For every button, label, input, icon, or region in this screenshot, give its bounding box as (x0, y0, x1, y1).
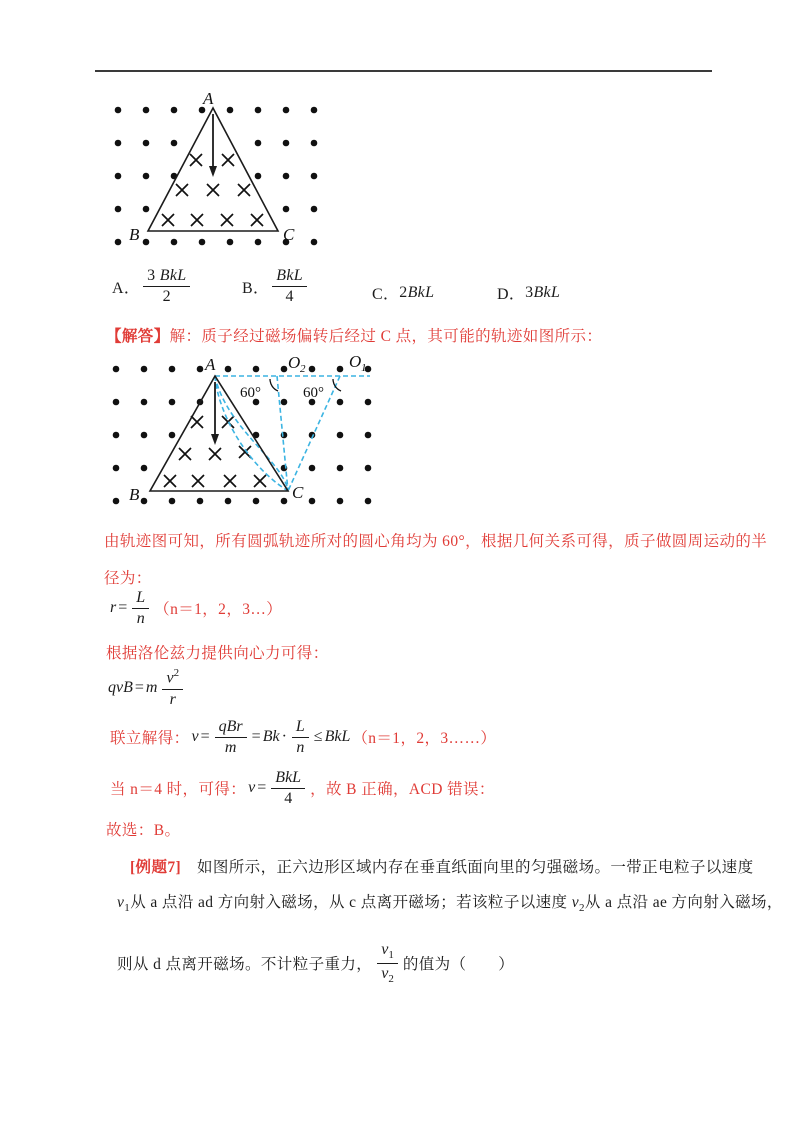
option-d-letter: D． (497, 286, 526, 303)
field-out-dot-icon (337, 366, 344, 373)
field-out-dot-icon (337, 498, 344, 505)
field-out-dot-icon (171, 107, 178, 114)
field-out-dot-icon (337, 399, 344, 406)
field-out-dot-icon (115, 140, 122, 147)
field-out-dot-icon (171, 239, 178, 246)
field-out-dot-icon (255, 173, 262, 180)
field-into-page-cross-icon (179, 448, 191, 460)
field-out-dot-icon (141, 498, 148, 505)
field-out-dot-icon (225, 366, 232, 373)
fraction-BkL-over-4: $\frac{\text{BkL}}{4}$ (271, 769, 305, 808)
fraction-v2-over-r: $\frac{v^2}{r}$ (162, 667, 183, 708)
field-into-page-cross-icon (191, 416, 203, 428)
n-range-note-2: （n＝1，2，3……） (352, 730, 497, 747)
combined-solve-line: 联立解得： v = $\frac{\text{qBr}}{m}$ = Bk · $\frac{L}{n}$ ≤ BkL （n＝1，2，3……） (110, 717, 497, 756)
field-out-dot-icon (113, 465, 120, 472)
field-out-dot-icon (227, 107, 234, 114)
field-out-dot-icon (365, 432, 372, 439)
field-out-dot-icon (311, 239, 318, 246)
field-out-dot-icon (365, 399, 372, 406)
field-out-dot-icon (113, 366, 120, 373)
field-out-dot-icon (309, 498, 316, 505)
formula-lorentz: qvB = m $\frac{v^2}{r}$ (108, 664, 186, 712)
option-b-fraction: $\frac{\text{BkL}}{4}$ (272, 267, 307, 306)
vertex-label-c: C (292, 483, 304, 502)
example7-line3: 则从 d 点离开磁场。不计粒子重力， $\frac{v_1}{v_2}$ 的值为（ ） (117, 941, 515, 985)
field-into-page-cross-icon (207, 184, 219, 196)
field-out-dot-icon (255, 239, 262, 246)
field-into-page-cross-icon (176, 184, 188, 196)
field-out-dot-icon (141, 399, 148, 406)
field-into-page-cross-icon (222, 154, 234, 166)
field-into-page-cross-icon (162, 214, 174, 226)
vertex-label-a: A (205, 355, 216, 374)
conclusion-note: ，故 B 正确，ACD 错误： (310, 781, 495, 798)
solution-para-line2: 径为： (104, 570, 152, 587)
angle-label-1: 60° (240, 385, 261, 401)
field-out-dot-icon (169, 366, 176, 373)
field-into-page-cross-icon (191, 214, 203, 226)
field-out-dot-icon (113, 498, 120, 505)
n-equals-4-line: 当 n＝4 时，可得： v = $\frac{\text{BkL}}{4}$ ，故 B 正确，ACD 错误： (110, 768, 495, 807)
vertex-label-c: C (283, 225, 295, 244)
field-out-dot-icon (311, 107, 318, 114)
trajectory-diagram (102, 354, 397, 519)
field-out-dot-icon (311, 173, 318, 180)
option-a-letter: A． (112, 279, 141, 297)
field-out-dot-icon (197, 498, 204, 505)
option-a-fraction: $\frac{\text{3 BkL}}{2}$ (143, 267, 190, 306)
center-label-o2: O (288, 354, 301, 372)
field-out-dot-icon (113, 399, 120, 406)
field-out-dot-icon (171, 140, 178, 147)
field-out-dot-icon (255, 140, 262, 147)
field-out-dot-icon (197, 366, 204, 373)
fraction-qBr-over-m: $\frac{\text{qBr}}{m}$ (215, 718, 247, 757)
solution-intro-line: 【解答】解：质子经过磁场偏转后经过 C 点，其可能的轨迹如图所示： (106, 328, 603, 345)
field-out-dot-icon (253, 498, 260, 505)
field-out-dot-icon (253, 366, 260, 373)
angle-label-2: 60° (303, 385, 324, 401)
field-into-page-cross-icon (222, 416, 234, 428)
field-into-page-cross-icon (190, 154, 202, 166)
field-out-dot-icon (281, 366, 288, 373)
field-out-dot-icon (143, 107, 150, 114)
field-out-dot-icon (283, 140, 290, 147)
field-out-dot-icon (141, 465, 148, 472)
velocity-arrow (209, 114, 217, 177)
field-out-dot-icon (113, 432, 120, 439)
field-out-dot-icon (311, 140, 318, 147)
field-out-dot-icon (309, 465, 316, 472)
field-out-dot-icon (225, 498, 232, 505)
option-c: C． 2 BkL (372, 281, 434, 304)
field-out-dot-icon (169, 498, 176, 505)
field-out-dot-icon (365, 465, 372, 472)
fraction-v1-over-v2: $\frac{v_1}{v_2}$ (377, 941, 398, 985)
field-out-dot-icon (255, 107, 262, 114)
option-a (112, 267, 193, 306)
fraction-L-over-n: $\frac{L}{n}$ (132, 589, 149, 628)
jieda-tag: 【解答】 (106, 328, 170, 345)
option-b (242, 267, 310, 306)
fraction-L-over-n-2: $\frac{L}{n}$ (292, 718, 309, 757)
field-out-dot-icon (115, 239, 122, 246)
field-out-dot-icon (143, 173, 150, 180)
field-out-dot-icon (169, 399, 176, 406)
field-out-dot-icon (337, 432, 344, 439)
field-into-page-cross-icon (254, 475, 266, 487)
field-out-dot-icon (311, 206, 318, 213)
option-b-letter: B． (242, 279, 270, 297)
center-label-o2-sub: 2 (300, 363, 306, 375)
field-out-dot-icon (141, 366, 148, 373)
field-out-dot-icon (199, 239, 206, 246)
field-into-page-cross-icon (251, 214, 263, 226)
center-label-o1-sub: 1 (361, 362, 367, 374)
example7-tag: [例题7] (130, 859, 182, 876)
field-into-page-cross-icon (238, 184, 250, 196)
solution-para-line1: 由轨迹图可知，所有圆弧轨迹所对的圆心角均为 60°，根据几何关系可得，质子做圆周运动的半 (104, 533, 768, 550)
field-out-dot-icon (309, 366, 316, 373)
option-c-letter: C． (372, 286, 400, 303)
center-label-o1: O (349, 354, 362, 371)
vertex-label-b: B (129, 225, 140, 244)
example7-line2: $v_1$从 a 点沿 ad 方向射入磁场，从 c 点离开磁场；若该粒子以速度 $v_2$从 a 点沿 ae 方向射入磁场， (117, 894, 783, 915)
field-into-page-cross-icon (209, 448, 221, 460)
header-rule (95, 70, 712, 72)
field-out-dot-icon (115, 206, 122, 213)
field-into-page-cross-icon (192, 475, 204, 487)
final-answer-line: 故选：B。 (106, 822, 181, 839)
field-out-dot-icon (281, 498, 288, 505)
field-out-dot-icon (143, 239, 150, 246)
magnetic-field-diagram-1 (102, 90, 342, 255)
field-out-dot-icon (169, 432, 176, 439)
vertex-label-a: A (203, 90, 214, 108)
field-into-page-cross-icon (221, 214, 233, 226)
field-out-dot-icon (143, 206, 150, 213)
dashed-construction-lines (215, 376, 370, 491)
vertex-label-b: B (129, 485, 140, 504)
field-into-page-cross-icon (164, 475, 176, 487)
field-into-page-cross-icon (224, 475, 236, 487)
field-out-dot-icon (143, 140, 150, 147)
formula-radius: r = $\frac{L}{n}$ （n＝1，2，3…） (110, 588, 283, 627)
angle-mark-2 (333, 379, 341, 391)
field-out-dot-icon (283, 173, 290, 180)
option-d: D． 3 BkL (497, 281, 560, 304)
field-out-dot-icon (365, 498, 372, 505)
example7-line1: [例题7] 如图所示，正六边形区域内存在垂直纸面向里的匀强磁场。一带正电粒子以速度 (130, 859, 754, 876)
field-out-dot-icon (227, 239, 234, 246)
lorentz-line: 根据洛伦兹力提供向心力可得： (106, 645, 329, 662)
n-range-note: （n＝1，2，3…） (154, 601, 283, 618)
field-out-dot-icon (115, 173, 122, 180)
field-out-dot-icon (283, 206, 290, 213)
velocity-arrow (211, 382, 219, 445)
field-out-dot-icon (281, 399, 288, 406)
field-out-dot-icon (115, 107, 122, 114)
field-out-dot-icon (283, 107, 290, 114)
field-out-dot-icon (141, 432, 148, 439)
field-out-dot-icon (337, 465, 344, 472)
